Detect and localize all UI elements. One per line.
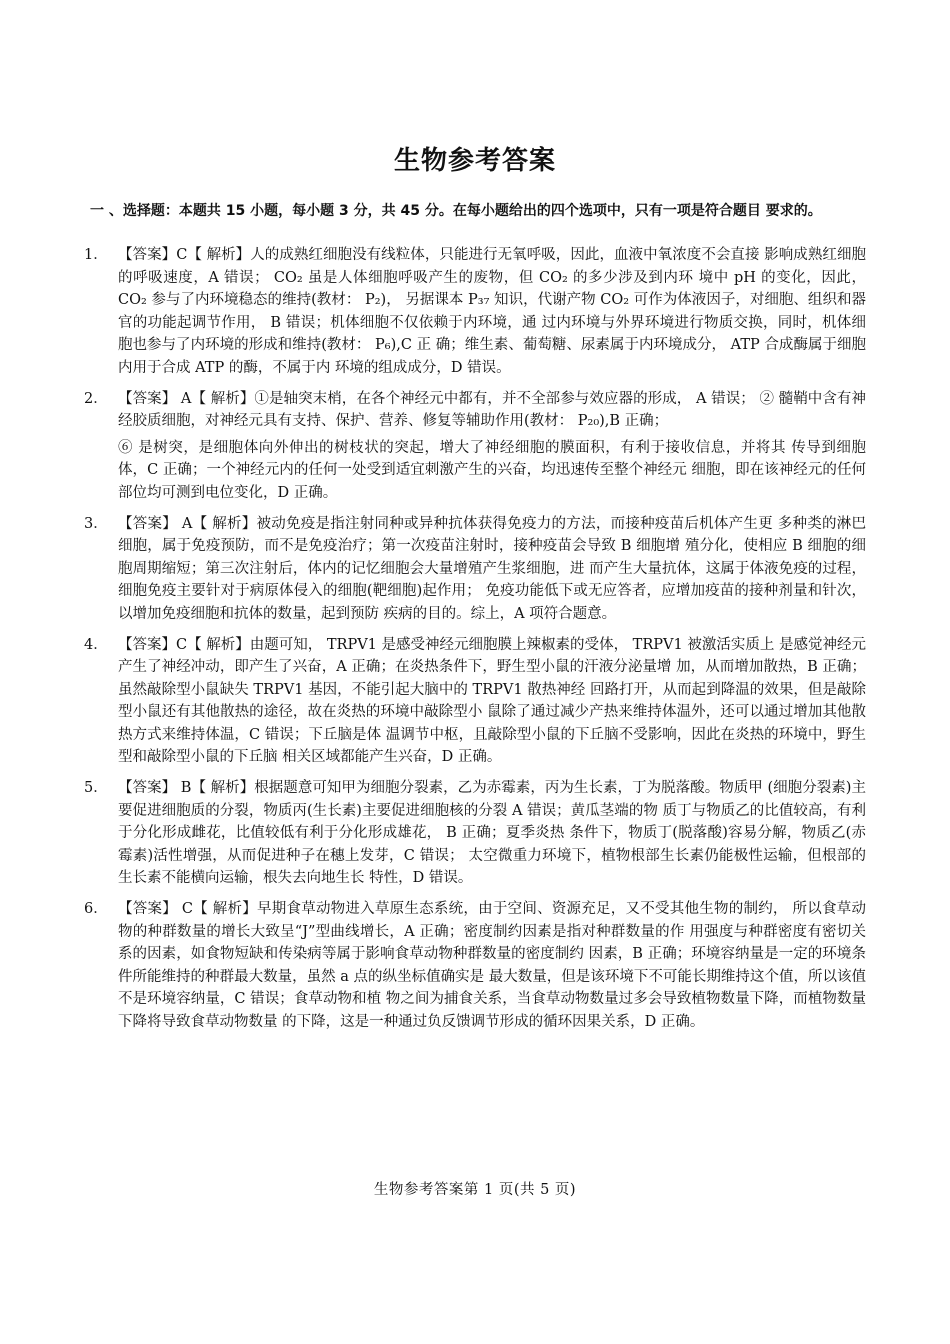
answer-item-4: [84, 634, 866, 770]
answer-text: 【答案】 C【 解析】早期食草动物进入草原生态系统，由于空间、资源充足，又不受其他生物的制约， 所以食草动物的种群数量的增长大致呈“J”型曲线增长，A 正确；密度制约因素是指对种群数量的作 用强度与种群密度有密切关系的因素，如食物短缺和传染病等属于影响食草动物种群数量的密度制约 因素，B 正确；环境容纳量是一定的环境条件所能维持的种群最大数量，虽然 a 点的纵坐标值确实是 最大数量，但是该环境下不可能长期维持这个值，所以该值不是环境容纳量，C 错误；食草动物和植 物之间为捕食关系，当食草动物数量过多会导致植物数量下降，而植物数量下降将导致食草动物数量 的下降，这是一种通过负反馈调节形成的循环因果关系，D 正确。: [118, 901, 866, 1030]
answer-number: 5．: [84, 780, 108, 797]
answer-text: 【答案】C【 解析】人的成熟红细胞没有线粒体，只能进行无氧呼吸，因此，血液中氧浓度不会直接 影响成熟红细胞的呼吸速度，A 错误； CO₂ 虽是人体细胞呼吸产生的废物，但 CO₂ 的多少涉及到内环 境中 pH 的变化，因此，CO₂ 参与了内环境稳态的维持(教材： P₂)， 另据课本 P₃₇ 知识，代谢产物 CO₂ 可作为体液因子，对细胞、组织和器官的功能起调节作用， B 错误；机体细胞不仅依赖于内环境，通 过内环境与外界环境进行物质交换，同时，机体细胞也参与了内环境的形成和维持(教材： P₆),C 正 确；维生素、葡萄糖、尿素属于内环境成分， ATP 合成酶属于细胞内用于合成 ATP 的酶，不属于内 环境的组成成分，D 错误。: [118, 247, 867, 376]
answer-number: 1．: [84, 247, 108, 263]
answer-text-continued: ⑥ 是树突，是细胞体向外伸出的树枝状的突起，增大了神经细胞的膜面积，有利于接收信息，并将其 传导到细胞体，C 正确；一个神经元内的任何一处受到适宜刺激产生的兴奋，均迅速传至整个神经元 细胞，即在该神经元的任何部位均可测到电位变化，D 正确。: [118, 439, 866, 501]
page-footer: 生物参考答案第 1 页(共 5 页): [373, 1182, 577, 1198]
answer-item-1: [84, 244, 866, 380]
answer-item-6: [84, 898, 866, 1034]
page-title: 生物参考答案: [393, 146, 556, 176]
answer-number: 6．: [84, 901, 108, 918]
answer-item-5: [84, 777, 866, 890]
answer-text: 【答案】C【 解析】由题可知， TRPV1 是感受神经元细胞膜上辣椒素的受体， TRPV1 被激活实质上 是感觉神经元产生了神经冲动，即产生了兴奋，A 正确；在炎热条件下，野生型小鼠的汗液分泌量增 加，从而增加散热，B 正确；虽然敲除型小鼠缺失 TRPV1 基因，不能引起大脑中的 TRPV1 散热神经 回路打开，从而起到降温的效果，但是敲除型小鼠还有其他散热的途径，故在炎热的环境中敲除型小 鼠除了通过减少产热来维持体温外，还可以通过增加其他散热方式来维持体温，C 错误；下丘脑是体 温调节中枢，且敲除型小鼠的下丘脑不受影响，因此在炎热的环境中，野生型和敲除型小鼠的下丘脑 相关区域都能产生兴奋，D 正确。: [118, 636, 866, 766]
answer-text: 【答案】 A【 解析】①是轴突末梢，在各个神经元中都有，并不全部参与效应器的形成， A 错误； ② 髓鞘中含有神经胶质细胞，对神经元具有支持、保护、营养、修复等辅助作用(教材： P₂₀),B 正确；: [118, 390, 866, 430]
section-heading: 一 、选择题：本题共 15 小题，每小题 3 分，共 45 分。在每小题给出的四个选项中，只有一项是符合题目 要求的。: [90, 203, 822, 219]
answer-item-3: [84, 513, 866, 626]
answer-text: 【答案】 A【 解析】被动免疫是指注射同种或异种抗体获得免疫力的方法，而接种疫苗后机体产生更 多种类的淋巴细胞，属于免疫预防，而不是免疫治疗；第一次疫苗注射时，接种疫苗会导致 B 细胞增 殖分化，使相应 B 细胞的细胞周期缩短；第三次注射后，体内的记忆细胞会大量增殖产生浆细胞，进 而产生大量抗体，这属于体液免疫的过程，细胞免疫主要针对于病原体侵入的细胞(靶细胞)起作用； 免疫功能低下或无应答者，应增加疫苗的接种剂量和针次，以增加免疫细胞和抗体的数量，起到预防 疾病的目的。综上，A 项符合题意。: [118, 515, 866, 622]
answer-number: 2．: [84, 390, 108, 407]
answer-list: [84, 244, 866, 1042]
answer-number: 3．: [84, 515, 108, 532]
answer-item-2: [84, 388, 866, 505]
answer-number: 4．: [84, 636, 108, 653]
answer-text: 【答案】 B【 解析】根据题意可知甲为细胞分裂素，乙为赤霉素，丙为生长素，丁为脱落酸。物质甲 (细胞分裂素)主要促进细胞质的分裂，物质丙(生长素)主要促进细胞核的分裂 A 错误；黄瓜茎端的物 质丁与物质乙的比值较高，有利于分化形成雌花，比值较低有利于分化形成雄花， B 正确；夏季炎热 条件下，物质丁(脱落酸)容易分解，物质乙(赤霉素)活性增强，从而促进种子在穗上发芽，C 错误； 太空微重力环境下，植物根部生长素仍能极性运输，但根部的生长素不能横向运输，根失去向地生长 特性，D 错误。: [118, 780, 866, 887]
